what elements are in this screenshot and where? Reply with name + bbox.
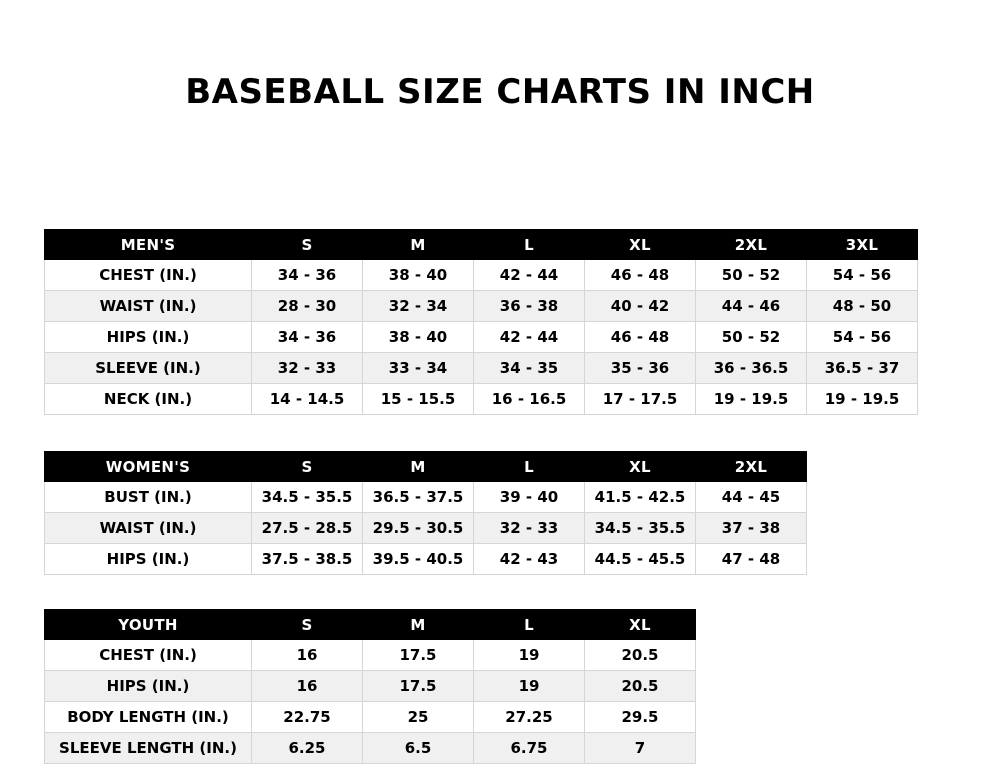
table-row [45, 544, 807, 575]
cell: 36 - 36.5 [696, 353, 807, 384]
table-row [45, 733, 696, 764]
cell: 15 - 15.5 [363, 384, 474, 415]
womens-header-l: L [474, 452, 585, 482]
table-row [45, 702, 696, 733]
table-row [45, 384, 918, 415]
youth-header-m: M [363, 610, 474, 640]
cell: 37.5 - 38.5 [252, 544, 363, 575]
womens-header-m: M [363, 452, 474, 482]
cell: 54 - 56 [807, 322, 918, 353]
cell: 17.5 [363, 671, 474, 702]
row-label: SLEEVE LENGTH (IN.) [45, 733, 252, 764]
womens-header-s: S [252, 452, 363, 482]
row-label: CHEST (IN.) [45, 260, 252, 291]
mens-header-s: S [252, 230, 363, 260]
cell: 34.5 - 35.5 [585, 513, 696, 544]
cell: 39 - 40 [474, 482, 585, 513]
table-row [45, 513, 807, 544]
cell: 33 - 34 [363, 353, 474, 384]
mens-table-header [45, 230, 918, 260]
table-row [45, 640, 696, 671]
cell: 34.5 - 35.5 [252, 482, 363, 513]
row-label: WAIST (IN.) [45, 291, 252, 322]
mens-header-3xl: 3XL [807, 230, 918, 260]
cell: 19 - 19.5 [807, 384, 918, 415]
cell: 20.5 [585, 640, 696, 671]
cell: 46 - 48 [585, 260, 696, 291]
cell: 34 - 36 [252, 322, 363, 353]
table-row [45, 353, 918, 384]
cell: 7 [585, 733, 696, 764]
table-header-row [45, 610, 696, 640]
row-label: HIPS (IN.) [45, 544, 252, 575]
cell: 6.5 [363, 733, 474, 764]
cell: 19 [474, 671, 585, 702]
womens-header-2xl: 2XL [696, 452, 807, 482]
table-header-row [45, 230, 918, 260]
mens-header-l: L [474, 230, 585, 260]
cell: 32 - 33 [252, 353, 363, 384]
table-header-row [45, 452, 807, 482]
cell: 50 - 52 [696, 322, 807, 353]
womens-header-category: WOMEN'S [45, 452, 252, 482]
cell: 34 - 35 [474, 353, 585, 384]
cell: 16 [252, 671, 363, 702]
cell: 34 - 36 [252, 260, 363, 291]
cell: 6.25 [252, 733, 363, 764]
tables-container [0, 229, 1000, 764]
row-label: WAIST (IN.) [45, 513, 252, 544]
cell: 16 [252, 640, 363, 671]
cell: 35 - 36 [585, 353, 696, 384]
womens-size-table [44, 451, 807, 575]
table-row [45, 322, 918, 353]
cell: 41.5 - 42.5 [585, 482, 696, 513]
row-label: NECK (IN.) [45, 384, 252, 415]
cell: 46 - 48 [585, 322, 696, 353]
cell: 16 - 16.5 [474, 384, 585, 415]
table-row [45, 291, 918, 322]
cell: 28 - 30 [252, 291, 363, 322]
cell: 47 - 48 [696, 544, 807, 575]
womens-table-header [45, 452, 807, 482]
cell: 36.5 - 37 [807, 353, 918, 384]
cell: 32 - 34 [363, 291, 474, 322]
table-spacer-2 [44, 575, 956, 609]
row-label: HIPS (IN.) [45, 671, 252, 702]
cell: 19 [474, 640, 585, 671]
cell: 29.5 - 30.5 [363, 513, 474, 544]
cell: 36 - 38 [474, 291, 585, 322]
youth-table-body [45, 640, 696, 764]
youth-table-header [45, 610, 696, 640]
cell: 27.5 - 28.5 [252, 513, 363, 544]
cell: 6.75 [474, 733, 585, 764]
youth-header-l: L [474, 610, 585, 640]
cell: 40 - 42 [585, 291, 696, 322]
youth-header-s: S [252, 610, 363, 640]
cell: 39.5 - 40.5 [363, 544, 474, 575]
cell: 37 - 38 [696, 513, 807, 544]
cell: 44.5 - 45.5 [585, 544, 696, 575]
row-label: SLEEVE (IN.) [45, 353, 252, 384]
cell: 50 - 52 [696, 260, 807, 291]
cell: 20.5 [585, 671, 696, 702]
cell: 27.25 [474, 702, 585, 733]
mens-header-xl: XL [585, 230, 696, 260]
cell: 44 - 45 [696, 482, 807, 513]
title-spacer [0, 111, 1000, 229]
table-spacer-1 [44, 415, 956, 451]
cell: 22.75 [252, 702, 363, 733]
table-row [45, 260, 918, 291]
row-label: BODY LENGTH (IN.) [45, 702, 252, 733]
womens-header-xl: XL [585, 452, 696, 482]
youth-size-table [44, 609, 696, 764]
cell: 38 - 40 [363, 322, 474, 353]
row-label: HIPS (IN.) [45, 322, 252, 353]
cell: 25 [363, 702, 474, 733]
cell: 38 - 40 [363, 260, 474, 291]
cell: 29.5 [585, 702, 696, 733]
page-title: BASEBALL SIZE CHARTS IN INCH [185, 72, 815, 112]
table-row [45, 671, 696, 702]
cell: 42 - 43 [474, 544, 585, 575]
cell: 54 - 56 [807, 260, 918, 291]
youth-header-xl: XL [585, 610, 696, 640]
mens-header-m: M [363, 230, 474, 260]
mens-header-2xl: 2XL [696, 230, 807, 260]
cell: 42 - 44 [474, 322, 585, 353]
cell: 48 - 50 [807, 291, 918, 322]
table-row [45, 482, 807, 513]
womens-table-body [45, 482, 807, 575]
cell: 36.5 - 37.5 [363, 482, 474, 513]
youth-header-category: YOUTH [45, 610, 252, 640]
mens-table-body [45, 260, 918, 415]
cell: 17.5 [363, 640, 474, 671]
row-label: CHEST (IN.) [45, 640, 252, 671]
cell: 14 - 14.5 [252, 384, 363, 415]
mens-size-table [44, 229, 918, 415]
row-label: BUST (IN.) [45, 482, 252, 513]
cell: 19 - 19.5 [696, 384, 807, 415]
cell: 44 - 46 [696, 291, 807, 322]
cell: 42 - 44 [474, 260, 585, 291]
mens-header-category: MEN'S [45, 230, 252, 260]
cell: 17 - 17.5 [585, 384, 696, 415]
cell: 32 - 33 [474, 513, 585, 544]
